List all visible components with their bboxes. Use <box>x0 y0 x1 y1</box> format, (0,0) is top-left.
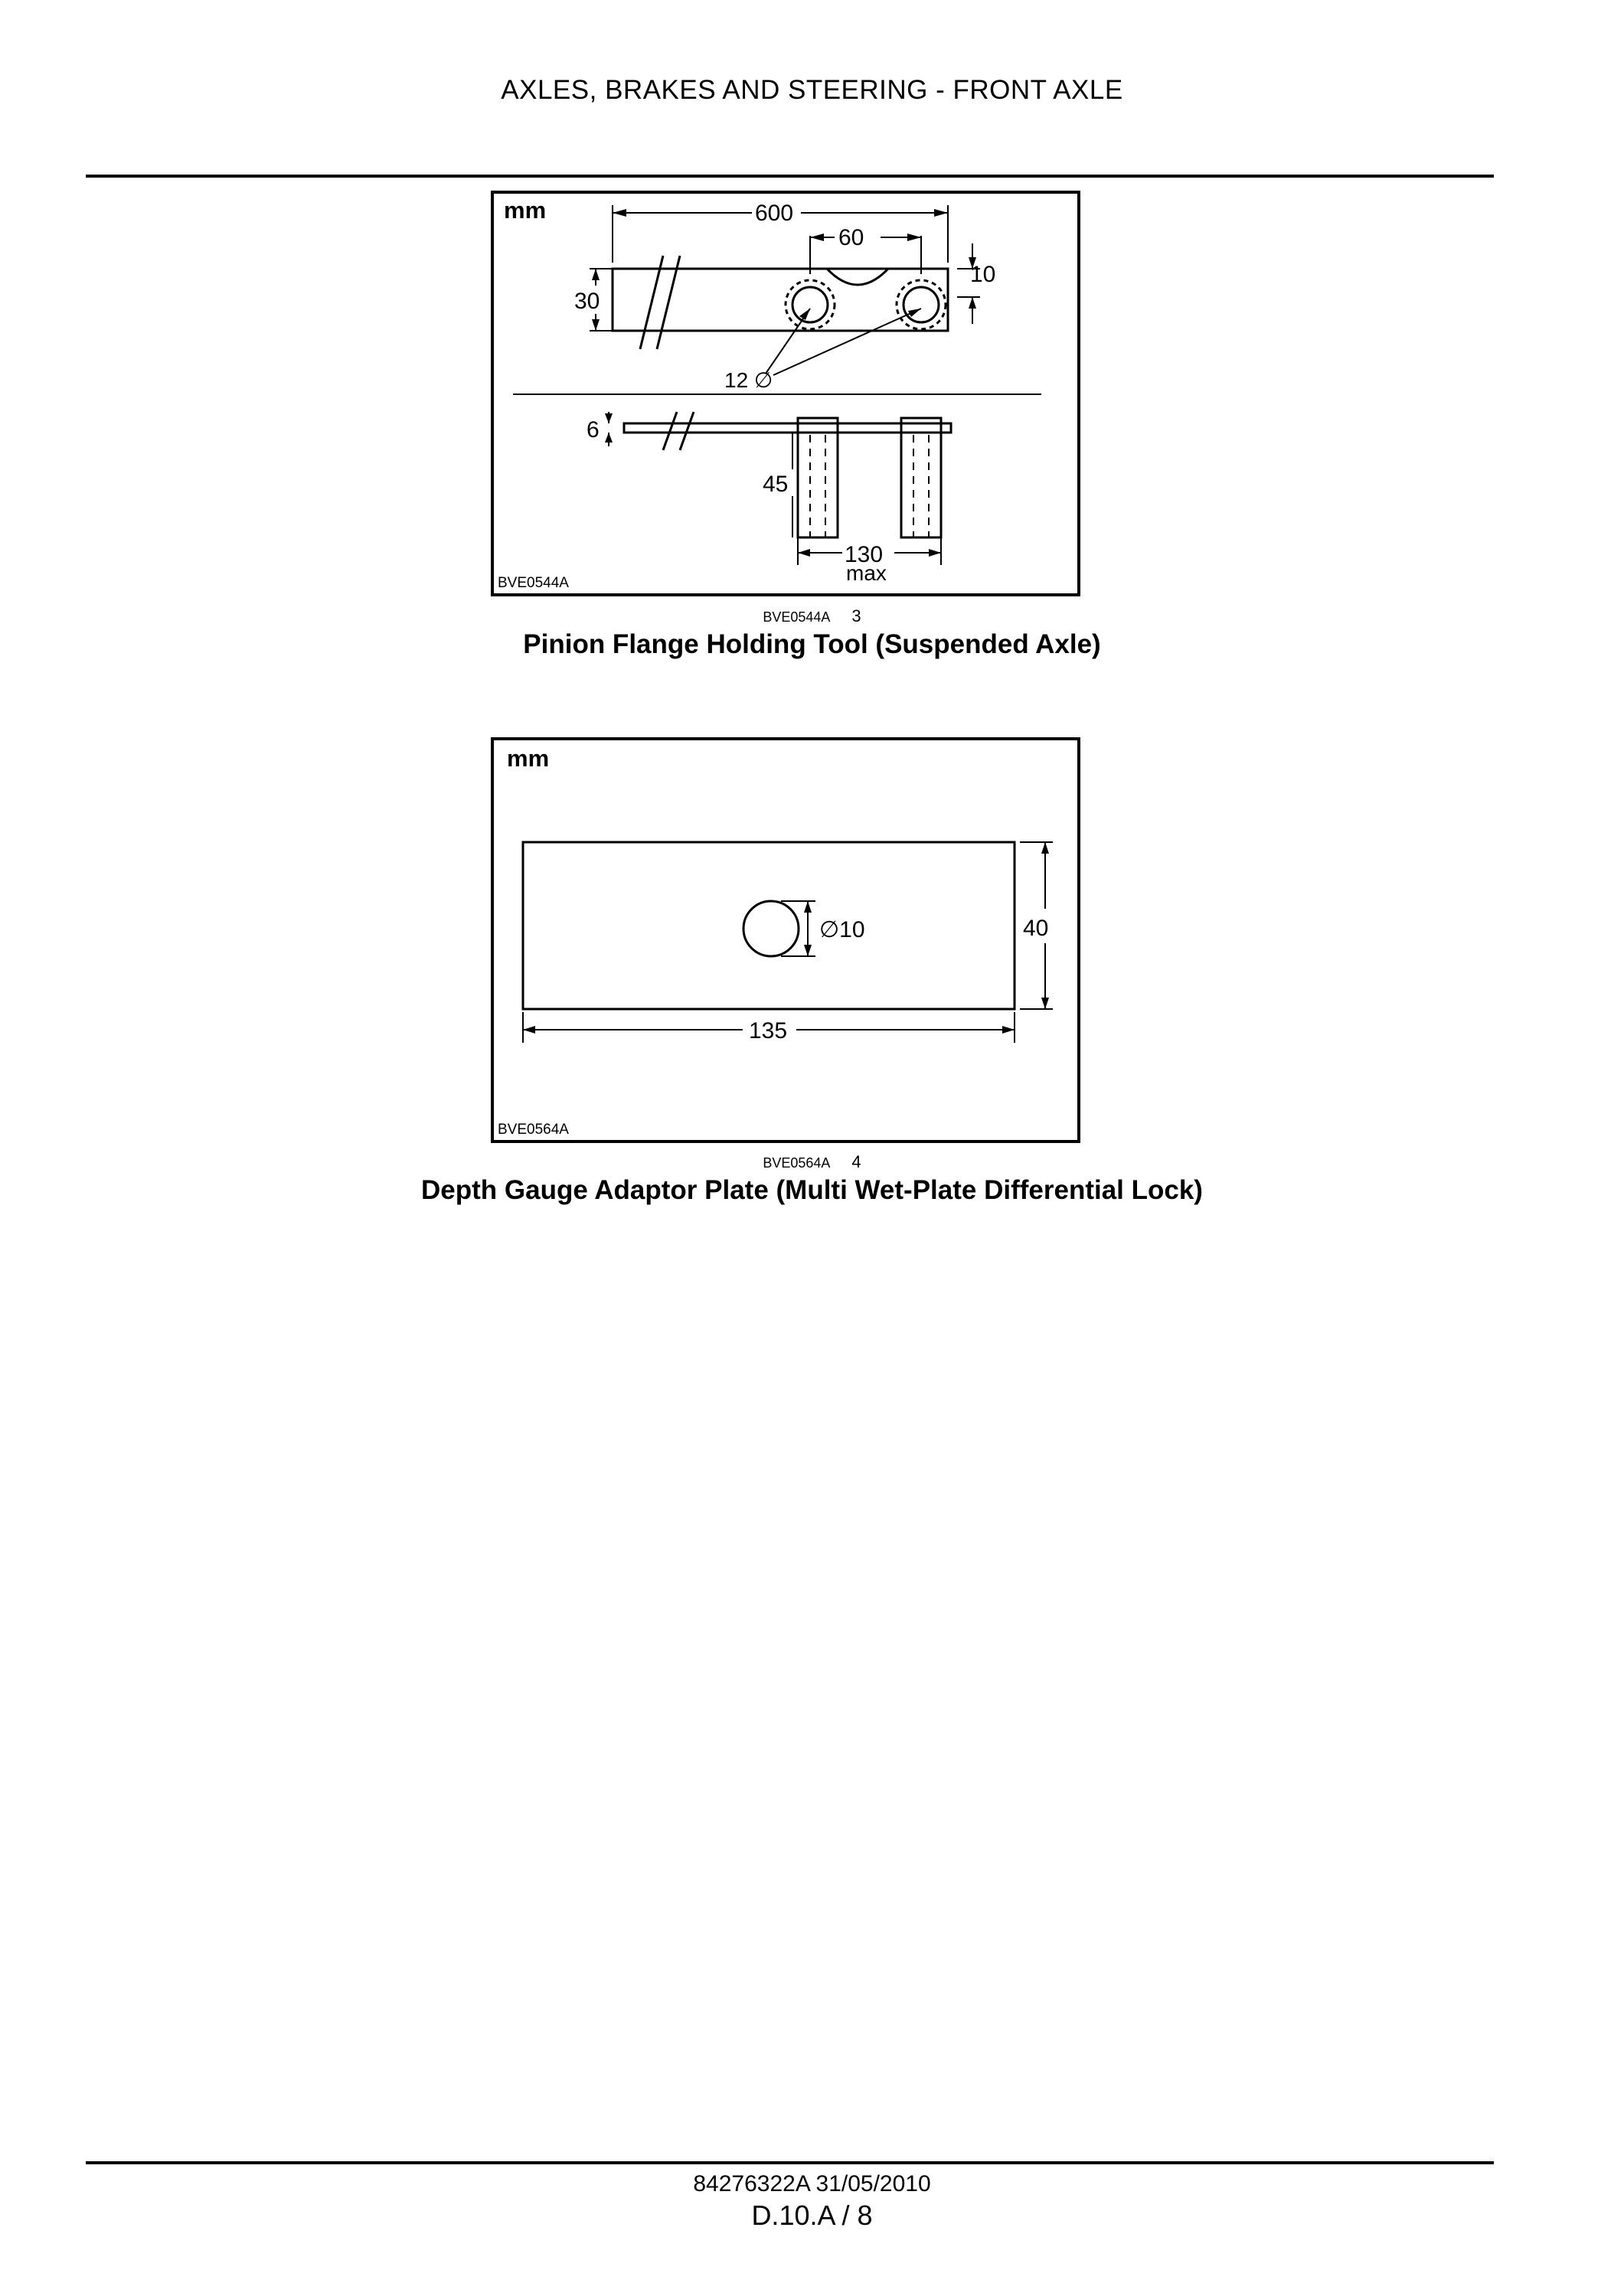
figure-4-caption: Depth Gauge Adaptor Plate (Multi Wet-Plate Differential Lock) <box>421 1175 1203 1205</box>
footer-code-date: 84276322A 31/05/2010 <box>693 2171 931 2196</box>
adaptor-plate <box>523 842 1015 1009</box>
page-header-title: AXLES, BRAKES AND STEERING - FRONT AXLE <box>501 75 1123 105</box>
dim-hole-10: ∅10 <box>819 917 865 942</box>
figure-3-number: 3 <box>851 606 861 625</box>
figure-4-drawing <box>490 736 1081 1144</box>
figure-4-frame <box>492 739 1079 1141</box>
dim-130: 130 <box>845 542 884 567</box>
header-rule <box>86 175 1494 178</box>
pin-left <box>798 418 838 537</box>
figure-4-reference <box>0 1152 1624 1172</box>
dim-60: 60 <box>838 225 864 250</box>
dim-12-hole: 12 ∅ <box>724 368 773 392</box>
figure-3-drawing-code: BVE0544A <box>498 575 569 591</box>
dim-600: 600 <box>755 201 794 226</box>
pin-right <box>901 418 941 537</box>
dim-max-label: max <box>846 561 887 585</box>
hole-left <box>792 287 828 322</box>
plate-hole <box>743 901 799 956</box>
dim-45: 45 <box>763 472 789 497</box>
figure-4-unit: mm <box>507 745 550 772</box>
dim-6: 6 <box>587 417 600 443</box>
hole-right <box>903 287 939 322</box>
dim-10: 10 <box>970 262 996 287</box>
figure-3-caption: Pinion Flange Holding Tool (Suspended Axle) <box>523 629 1101 659</box>
dim-40: 40 <box>1023 916 1049 941</box>
figure-4-number: 4 <box>851 1152 861 1171</box>
dim-135: 135 <box>749 1018 788 1043</box>
footer-rule <box>86 2161 1494 2164</box>
footer-page-number: D.10.A / 8 <box>751 2200 873 2231</box>
figure-3-ref-code: BVE0544A <box>763 609 831 625</box>
dim-30: 30 <box>574 289 600 314</box>
figure-4-drawing-code: BVE0564A <box>498 1122 569 1138</box>
figure-3-drawing <box>490 190 1081 597</box>
figure-4-ref-code: BVE0564A <box>763 1155 831 1171</box>
figure-3-unit: mm <box>504 197 547 224</box>
figure-3-reference <box>0 606 1624 626</box>
